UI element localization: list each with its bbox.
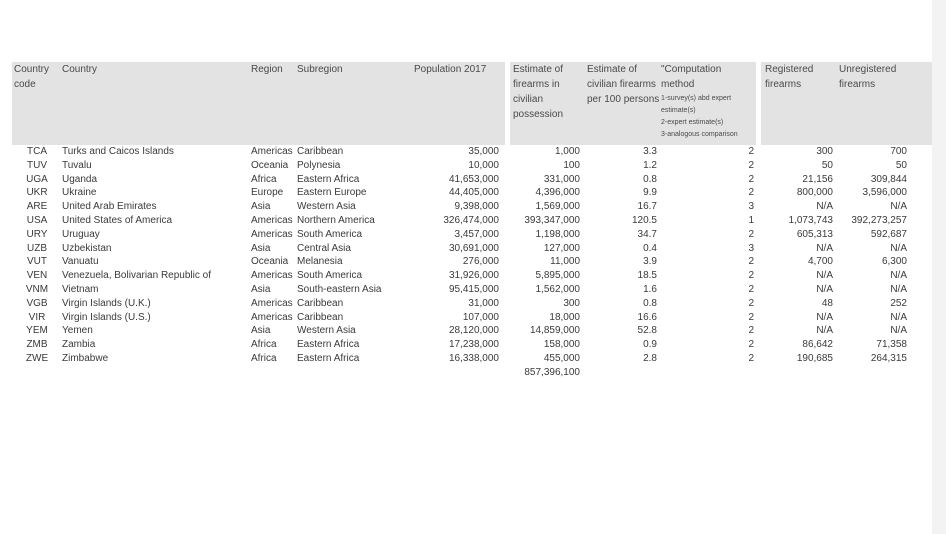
- cell-registered: 800,000: [796, 187, 833, 199]
- cell-subregion: South America: [297, 228, 363, 240]
- header-method-note-1: 1-survey(s) abd expert estimate(s): [661, 95, 732, 114]
- cell-population: 31,000: [468, 297, 499, 309]
- cell-population: 30,691,000: [448, 242, 499, 254]
- cell-unregistered: N/A: [890, 201, 907, 213]
- table-row: [0, 186, 946, 200]
- cell-population: 17,238,000: [448, 339, 499, 351]
- cell-country: Zimbabwe: [62, 353, 109, 364]
- header-country: Country: [62, 64, 98, 75]
- cell-estimate: 331,000: [543, 173, 580, 185]
- cell-estimate: 1,000: [554, 146, 580, 157]
- cell-code: ZMB: [26, 339, 48, 351]
- table-row: [0, 352, 946, 366]
- cell-estimate: 1,569,000: [535, 201, 580, 213]
- cell-method: 2: [748, 325, 754, 337]
- cell-subregion: South-eastern Asia: [297, 284, 382, 295]
- cell-method: 2: [748, 297, 754, 309]
- header-estimate: Estimate of firearms in civilian possession: [513, 64, 564, 120]
- table-row: [0, 173, 946, 187]
- cell-code: UKR: [26, 187, 48, 199]
- cell-region: Americas: [251, 311, 293, 323]
- cell-population: 41,653,000: [448, 173, 499, 185]
- cell-country: Virgin Islands (U.K.): [62, 297, 151, 309]
- cell-registered: 50: [821, 159, 833, 171]
- table-row: [0, 324, 946, 338]
- cell-method: 2: [748, 284, 754, 295]
- cell-country: United States of America: [62, 215, 173, 226]
- cell-per100: 52.8: [637, 325, 657, 337]
- cell-unregistered: 700: [890, 146, 907, 157]
- cell-population: 107,000: [462, 311, 499, 323]
- cell-code: VGB: [26, 297, 48, 309]
- cell-estimate: 4,396,000: [535, 187, 580, 199]
- cell-per100: 0.9: [643, 339, 657, 351]
- cell-country: Virgin Islands (U.S.): [62, 311, 151, 323]
- cell-country: United Arab Emirates: [62, 201, 157, 213]
- cell-population: 326,474,000: [443, 215, 499, 226]
- cell-unregistered: 6,300: [881, 256, 907, 268]
- cell-code: URY: [26, 228, 48, 240]
- cell-per100: 18.5: [637, 270, 657, 282]
- cell-unregistered: N/A: [890, 325, 907, 337]
- cell-per100: 0.8: [643, 173, 657, 185]
- cell-population: 31,926,000: [448, 270, 499, 282]
- cell-estimate: 100: [563, 159, 580, 171]
- table-row: [0, 283, 946, 297]
- cell-subregion: Melanesia: [297, 256, 343, 268]
- header-method-note-3: 3-analogous comparison: [661, 131, 738, 138]
- cell-method: 2: [748, 159, 754, 171]
- cell-estimate: 455,000: [543, 353, 580, 364]
- cell-region: Americas: [251, 146, 293, 157]
- cell-per100: 120.5: [631, 215, 657, 226]
- cell-per100: 3.3: [643, 146, 657, 157]
- cell-method: 2: [748, 187, 754, 199]
- cell-region: Americas: [251, 270, 293, 282]
- cell-region: Africa: [251, 173, 277, 185]
- cell-per100: 16.7: [637, 201, 657, 213]
- cell-method: 2: [748, 146, 754, 157]
- cell-population: 10,000: [468, 159, 499, 171]
- cell-country: Tuvalu: [62, 159, 92, 171]
- table-row: [0, 214, 946, 228]
- cell-unregistered: 264,315: [870, 353, 907, 364]
- cell-region: Americas: [251, 215, 293, 226]
- cell-subregion: Eastern Africa: [297, 353, 360, 364]
- cell-per100: 0.8: [643, 297, 657, 309]
- cell-method: 2: [748, 311, 754, 323]
- cell-estimate: 393,347,000: [524, 215, 580, 226]
- cell-code: VNM: [25, 284, 49, 295]
- cell-per100: 1.2: [643, 159, 657, 171]
- cell-country: Ukraine: [62, 187, 97, 199]
- cell-country: Uganda: [62, 173, 98, 185]
- header-unregistered: Unregistered firearms: [839, 64, 897, 90]
- cell-country: Zambia: [62, 339, 96, 351]
- table-row: [0, 159, 946, 173]
- cell-region: Asia: [251, 284, 271, 295]
- cell-region: Africa: [251, 353, 277, 364]
- cell-registered: 86,642: [802, 339, 833, 351]
- cell-registered: 21,156: [802, 173, 833, 185]
- cell-subregion: Caribbean: [297, 311, 344, 323]
- cell-per100: 1.6: [643, 284, 657, 295]
- cell-subregion: South America: [297, 270, 363, 282]
- cell-method: 2: [748, 256, 754, 268]
- cell-region: Asia: [251, 325, 271, 337]
- cell-code: UGA: [26, 173, 48, 185]
- cell-estimate: 5,895,000: [535, 270, 580, 282]
- cell-population: 28,120,000: [448, 325, 499, 337]
- cell-registered: N/A: [816, 325, 833, 337]
- cell-subregion: Eastern Africa: [297, 339, 360, 351]
- cell-registered: N/A: [816, 270, 833, 282]
- cell-unregistered: N/A: [890, 270, 907, 282]
- cell-registered: 1,073,743: [788, 215, 833, 226]
- cell-country: Vietnam: [62, 284, 99, 295]
- cell-per100: 16.6: [637, 311, 657, 323]
- cell-code: VIR: [28, 311, 46, 323]
- cell-code: TUV: [27, 159, 47, 171]
- cell-method: 2: [748, 228, 754, 240]
- cell-country: Turks and Caicos Islands: [62, 146, 174, 157]
- cell-country: Venezuela, Bolivarian Republic of: [62, 270, 211, 282]
- cell-population: 9,398,000: [454, 201, 499, 213]
- table-row: [0, 338, 946, 352]
- cell-registered: N/A: [816, 242, 833, 254]
- cell-registered: 190,685: [796, 353, 833, 364]
- table-row: [0, 200, 946, 214]
- table-row: [0, 297, 946, 311]
- cell-estimate: 14,859,000: [529, 325, 580, 337]
- cell-subregion: Central Asia: [297, 242, 351, 254]
- table-row: [0, 145, 946, 159]
- cell-estimate: 1,198,000: [535, 228, 580, 240]
- header-subregion: Subregion: [297, 64, 343, 75]
- cell-code: USA: [26, 215, 48, 226]
- total-estimate: 857,396,100: [524, 367, 580, 378]
- cell-estimate: 300: [563, 297, 580, 309]
- cell-country: Vanuatu: [62, 256, 99, 268]
- cell-country: Uruguay: [62, 228, 100, 240]
- cell-method: 2: [748, 353, 754, 364]
- cell-unregistered: 592,687: [870, 228, 907, 240]
- cell-method: 3: [748, 201, 754, 213]
- cell-estimate: 158,000: [543, 339, 580, 351]
- cell-population: 95,415,000: [448, 284, 499, 295]
- cell-registered: N/A: [816, 311, 833, 323]
- cell-unregistered: 392,273,257: [851, 215, 907, 226]
- cell-estimate: 18,000: [549, 311, 580, 323]
- header-method-note-2: 2-expert estimate(s): [661, 119, 724, 126]
- cell-per100: 0.4: [643, 242, 657, 254]
- cell-registered: N/A: [816, 201, 833, 213]
- cell-subregion: Northern America: [297, 215, 375, 226]
- cell-per100: 3.9: [643, 256, 657, 268]
- cell-method: 2: [748, 173, 754, 185]
- cell-subregion: Eastern Europe: [297, 187, 367, 199]
- cell-estimate: 11,000: [550, 256, 580, 268]
- cell-subregion: Caribbean: [297, 297, 344, 309]
- cell-region: Africa: [251, 339, 277, 351]
- cell-code: UZB: [27, 242, 47, 254]
- cell-per100: 34.7: [637, 228, 657, 240]
- cell-code: YEM: [26, 325, 48, 337]
- cell-registered: N/A: [816, 284, 833, 295]
- cell-region: Oceania: [251, 256, 289, 268]
- cell-region: Oceania: [251, 159, 289, 171]
- cell-method: 2: [748, 339, 754, 351]
- cell-registered: 300: [816, 146, 833, 157]
- cell-unregistered: 50: [895, 159, 907, 171]
- cell-country: Uzbekistan: [62, 242, 112, 254]
- cell-unregistered: 309,844: [870, 173, 907, 185]
- cell-unregistered: 252: [890, 297, 907, 309]
- cell-registered: 48: [821, 297, 833, 309]
- cell-method: 2: [748, 270, 754, 282]
- cell-unregistered: N/A: [890, 242, 907, 254]
- cell-subregion: Polynesia: [297, 159, 341, 171]
- cell-population: 44,405,000: [448, 187, 499, 199]
- cell-unregistered: N/A: [890, 284, 907, 295]
- cell-region: Americas: [251, 228, 293, 240]
- cell-method: 3: [748, 242, 754, 254]
- header-method: "Computation method: [661, 64, 722, 90]
- table-row: [0, 255, 946, 269]
- cell-subregion: Western Asia: [297, 325, 356, 337]
- table-row: [0, 269, 946, 283]
- cell-population: 276,000: [462, 256, 499, 268]
- table-row: [0, 242, 946, 256]
- cell-subregion: Eastern Africa: [297, 173, 360, 185]
- cell-code: ZWE: [25, 353, 49, 364]
- cell-population: 3,457,000: [454, 228, 499, 240]
- cell-estimate: 127,000: [543, 242, 580, 254]
- header-country-code: Country code: [14, 64, 50, 90]
- cell-code: VEN: [26, 270, 48, 282]
- cell-registered: 4,700: [807, 256, 833, 268]
- cell-region: Europe: [251, 187, 284, 199]
- cell-per100: 9.9: [643, 187, 657, 199]
- table-row: [0, 228, 946, 242]
- cell-unregistered: 3,596,000: [862, 187, 907, 199]
- cell-country: Yemen: [62, 325, 93, 337]
- cell-unregistered: 71,358: [876, 339, 907, 351]
- cell-code: TCA: [27, 146, 47, 157]
- cell-region: Americas: [251, 297, 293, 309]
- cell-population: 16,338,000: [448, 353, 499, 364]
- header-per100: Estimate of civilian firearms per 100 persons: [587, 64, 660, 105]
- cell-method: 1: [748, 215, 754, 226]
- cell-code: VUT: [27, 256, 47, 268]
- header-region: Region: [251, 64, 283, 75]
- table-row: [0, 311, 946, 325]
- cell-registered: 605,313: [796, 228, 833, 240]
- cell-code: ARE: [26, 201, 48, 213]
- header-population: Population 2017: [414, 64, 487, 75]
- header-registered: Registered firearms: [765, 64, 814, 90]
- cell-unregistered: N/A: [890, 311, 907, 323]
- cell-per100: 2.8: [643, 353, 657, 364]
- cell-region: Asia: [251, 242, 271, 254]
- cell-subregion: Western Asia: [297, 201, 356, 213]
- cell-subregion: Caribbean: [297, 146, 344, 157]
- cell-estimate: 1,562,000: [535, 284, 580, 295]
- cell-population: 35,000: [468, 146, 499, 157]
- cell-region: Asia: [251, 201, 271, 213]
